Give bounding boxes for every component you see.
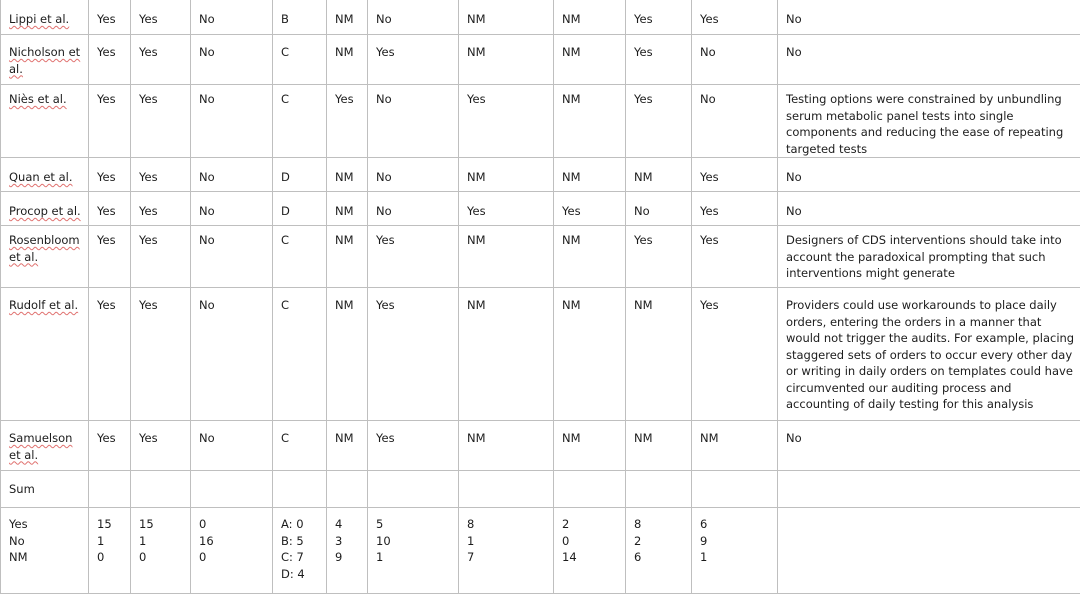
table-cell: NM bbox=[554, 158, 626, 192]
table-cell: Yes bbox=[692, 158, 778, 192]
summary-cell: 0 16 0 bbox=[191, 508, 273, 594]
comment-cell: No bbox=[778, 0, 1080, 35]
table-cell: No bbox=[692, 35, 778, 85]
table-cell: No bbox=[191, 226, 273, 288]
table-cell: C bbox=[273, 85, 327, 158]
table-cell: C bbox=[273, 421, 327, 471]
table-cell: Yes bbox=[89, 192, 131, 226]
table-cell: Yes bbox=[131, 192, 191, 226]
table-cell: Yes bbox=[626, 85, 692, 158]
summary-label: Yes No NM bbox=[1, 508, 89, 594]
table-cell: Yes bbox=[89, 158, 131, 192]
summary-cell: 15 1 0 bbox=[89, 508, 131, 594]
table-cell: NM bbox=[327, 35, 368, 85]
table-cell: Yes bbox=[692, 288, 778, 421]
table-cell: Yes bbox=[692, 192, 778, 226]
comment-cell bbox=[778, 508, 1080, 594]
table-cell: No bbox=[191, 192, 273, 226]
study-name: Nicholson et al. bbox=[9, 45, 81, 76]
table-cell: Yes bbox=[459, 192, 554, 226]
summary-cell: 15 1 0 bbox=[131, 508, 191, 594]
summary-cell: 8 1 7 bbox=[459, 508, 554, 594]
summary-cell: 4 3 9 bbox=[327, 508, 368, 594]
comment-cell: Designers of CDS interventions should take into account the paradoxical prompting that such interventions might generate bbox=[778, 226, 1080, 288]
table-cell bbox=[554, 471, 626, 508]
table-cell: Yes bbox=[131, 288, 191, 421]
table-cell: NM bbox=[327, 158, 368, 192]
table-row bbox=[1, 35, 1080, 85]
table-cell: Yes bbox=[692, 0, 778, 35]
table-cell: NM bbox=[327, 192, 368, 226]
table-cell: No bbox=[191, 85, 273, 158]
table-cell: No bbox=[191, 35, 273, 85]
table-cell: Yes bbox=[692, 226, 778, 288]
table-cell: NM bbox=[327, 288, 368, 421]
comment-cell: Testing options were constrained by unbundling serum metabolic panel tests into single components and reducing the ease of repeating targeted tests bbox=[778, 85, 1080, 158]
comment-cell: No bbox=[778, 192, 1080, 226]
table-cell bbox=[327, 471, 368, 508]
table-cell: Yes bbox=[626, 226, 692, 288]
table-cell bbox=[191, 471, 273, 508]
table-row bbox=[1, 0, 1080, 35]
table-cell: Yes bbox=[368, 35, 459, 85]
summary-cell: 2 0 14 bbox=[554, 508, 626, 594]
sum-header-row bbox=[1, 471, 1080, 508]
table-cell: Yes bbox=[89, 0, 131, 35]
table-cell: D bbox=[273, 158, 327, 192]
table-cell: NM bbox=[327, 226, 368, 288]
table-row bbox=[1, 421, 1080, 471]
table-cell: Yes bbox=[626, 0, 692, 35]
table-cell: No bbox=[191, 0, 273, 35]
table-cell: No bbox=[191, 158, 273, 192]
table-cell: Yes bbox=[327, 85, 368, 158]
table-cell: Yes bbox=[626, 35, 692, 85]
table-cell bbox=[459, 471, 554, 508]
summary-cell: A: 0 B: 5 C: 7 D: 4 bbox=[273, 508, 327, 594]
table-cell: NM bbox=[459, 288, 554, 421]
table-cell: Yes bbox=[368, 421, 459, 471]
table-cell: NM bbox=[554, 35, 626, 85]
table-cell bbox=[368, 471, 459, 508]
table-cell: NM bbox=[459, 35, 554, 85]
table-cell: Yes bbox=[368, 226, 459, 288]
table-cell: Yes bbox=[89, 421, 131, 471]
table-cell: Yes bbox=[131, 421, 191, 471]
table-cell: Yes bbox=[368, 288, 459, 421]
table-cell bbox=[692, 471, 778, 508]
comment-cell: No bbox=[778, 421, 1080, 471]
table-cell: No bbox=[626, 192, 692, 226]
table-cell: Yes bbox=[89, 288, 131, 421]
study-name: Niès et al. bbox=[9, 92, 67, 106]
table-cell: Yes bbox=[554, 192, 626, 226]
table-cell: No bbox=[191, 421, 273, 471]
table-cell: C bbox=[273, 288, 327, 421]
comment-cell: Providers could use workarounds to place daily orders, entering the orders in a manner that would not trigger the audits. For example, placing staggered sets of orders to occur every other day or writing in daily orders on templates could have circumvented our auditing process and accounting of daily testing for this analysis bbox=[778, 288, 1080, 421]
table-cell: Yes bbox=[89, 35, 131, 85]
table-cell: D bbox=[273, 192, 327, 226]
table-cell: C bbox=[273, 226, 327, 288]
table-cell: NM bbox=[327, 421, 368, 471]
table-cell: No bbox=[692, 85, 778, 158]
table-cell: B bbox=[273, 0, 327, 35]
table-cell: Yes bbox=[131, 35, 191, 85]
table-cell: NM bbox=[554, 288, 626, 421]
summary-cell: 5 10 1 bbox=[368, 508, 459, 594]
table-cell: Yes bbox=[89, 85, 131, 158]
comment-cell: No bbox=[778, 158, 1080, 192]
table-cell: Yes bbox=[131, 85, 191, 158]
table-cell: No bbox=[368, 158, 459, 192]
study-name: Lippi et al. bbox=[9, 12, 70, 26]
table-row bbox=[1, 226, 1080, 288]
table-cell: NM bbox=[692, 421, 778, 471]
table-cell: Yes bbox=[131, 226, 191, 288]
table-cell: Yes bbox=[459, 85, 554, 158]
table-cell: NM bbox=[327, 0, 368, 35]
study-name: Rosenbloom et al. bbox=[9, 233, 80, 264]
table-cell: NM bbox=[459, 226, 554, 288]
table-cell: Yes bbox=[131, 0, 191, 35]
summary-cell: 8 2 6 bbox=[626, 508, 692, 594]
table-cell: NM bbox=[459, 421, 554, 471]
table-cell bbox=[626, 471, 692, 508]
table-cell bbox=[89, 471, 131, 508]
comment-cell: No bbox=[778, 35, 1080, 85]
table-cell: No bbox=[368, 85, 459, 158]
study-name: Rudolf et al. bbox=[9, 298, 79, 312]
table-cell bbox=[131, 471, 191, 508]
table-cell: NM bbox=[626, 421, 692, 471]
table-cell: NM bbox=[626, 288, 692, 421]
table-row bbox=[1, 288, 1080, 421]
table-cell: No bbox=[368, 192, 459, 226]
table-cell: NM bbox=[554, 226, 626, 288]
study-name: Procop et al. bbox=[9, 204, 81, 218]
table-cell: NM bbox=[554, 0, 626, 35]
table-cell: Yes bbox=[131, 158, 191, 192]
comment-cell bbox=[778, 471, 1080, 508]
summary-row bbox=[1, 508, 1080, 594]
table-row bbox=[1, 158, 1080, 192]
table-cell: NM bbox=[554, 421, 626, 471]
table-cell bbox=[273, 471, 327, 508]
sum-label: Sum bbox=[1, 471, 89, 508]
table-cell: Yes bbox=[89, 226, 131, 288]
table-row bbox=[1, 192, 1080, 226]
table-cell: No bbox=[191, 288, 273, 421]
table-cell: No bbox=[368, 0, 459, 35]
table-row bbox=[1, 85, 1080, 158]
table-cell: C bbox=[273, 35, 327, 85]
table-cell: NM bbox=[459, 0, 554, 35]
table-cell: NM bbox=[626, 158, 692, 192]
summary-cell: 6 9 1 bbox=[692, 508, 778, 594]
study-name: Samuelson et al. bbox=[9, 431, 73, 462]
study-name: Quan et al. bbox=[9, 170, 73, 184]
table-cell: NM bbox=[554, 85, 626, 158]
table-cell: NM bbox=[459, 158, 554, 192]
